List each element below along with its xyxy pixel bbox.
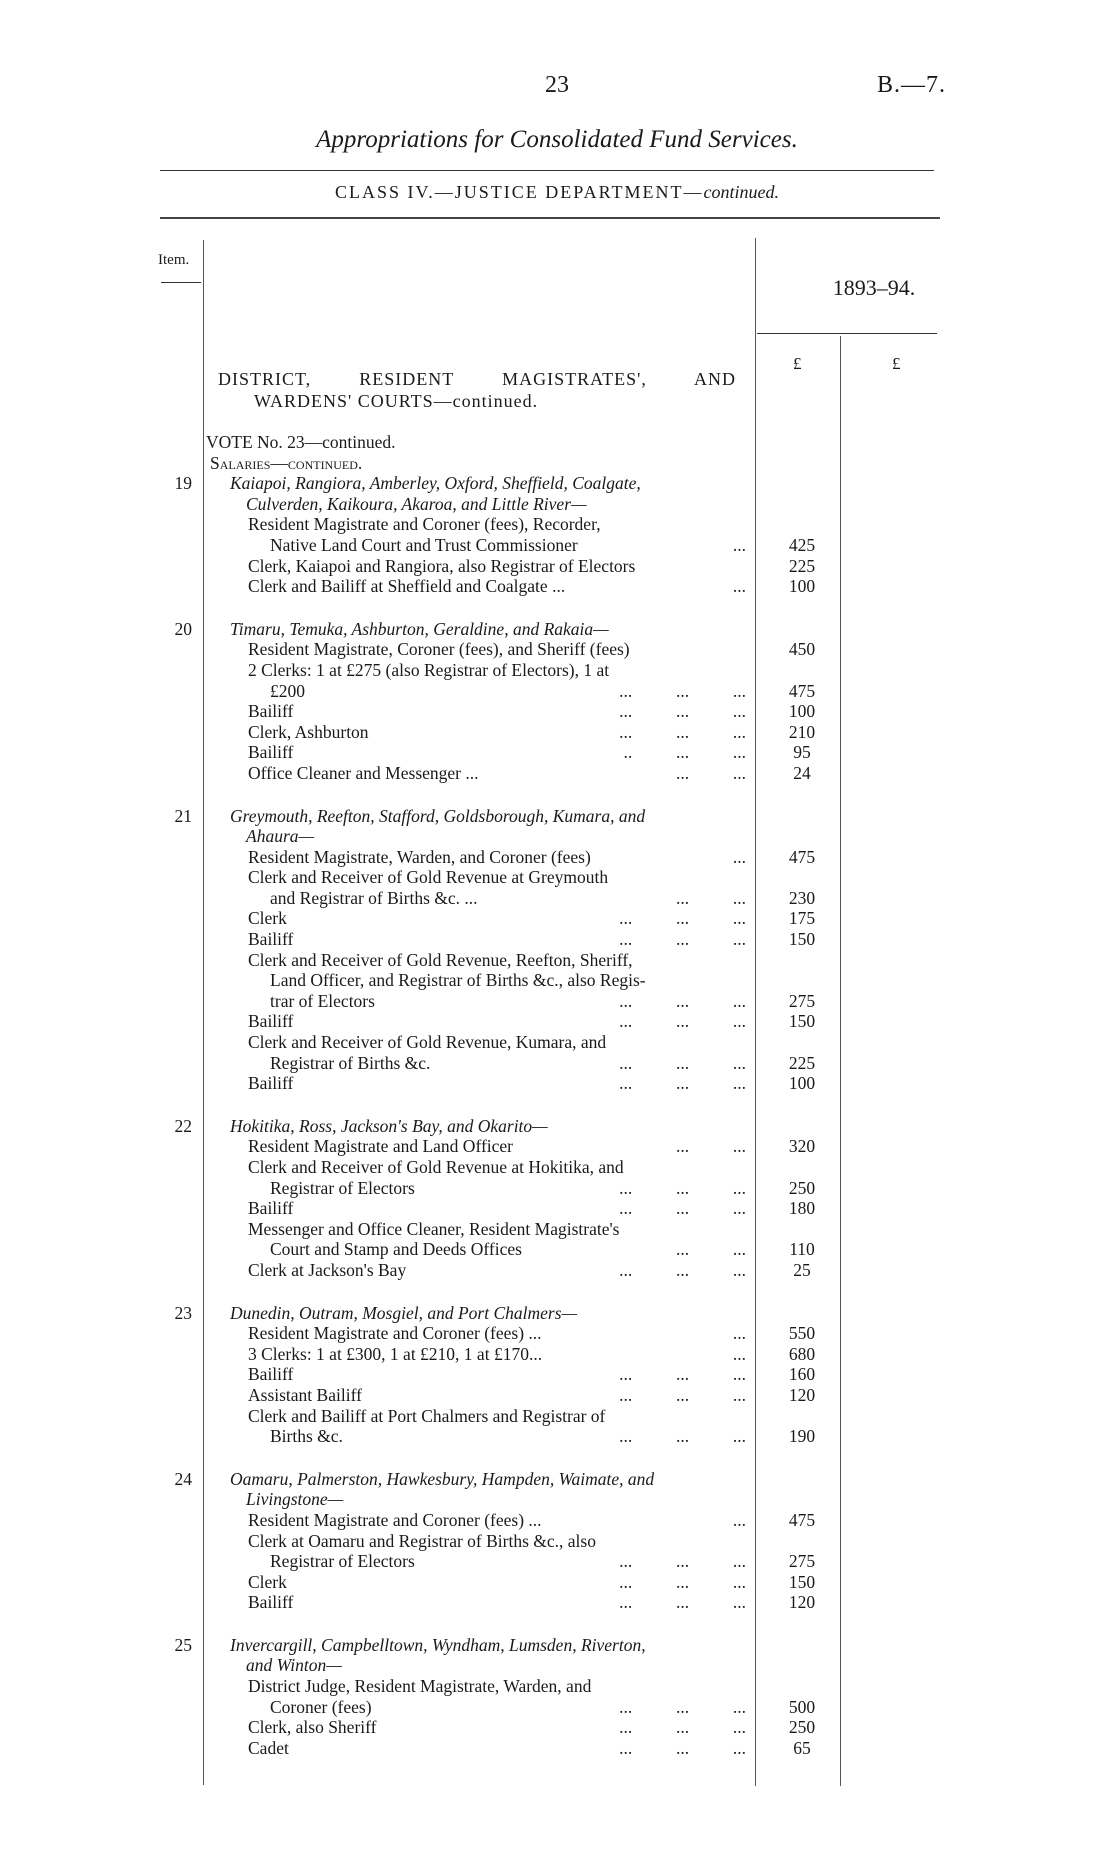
entry-text: Resident Magistrate and Coroner (fees), Recorder,: [248, 514, 601, 535]
entry-text: Resident Magistrate and Land Officer: [248, 1136, 514, 1157]
item-number: 22: [174, 1115, 192, 1136]
entry-amount: 150: [788, 1011, 816, 1032]
entry-text: Bailiff: [248, 1073, 294, 1094]
entry-text: Clerk at Oamaru and Registrar of Births &c., also: [248, 1530, 596, 1551]
item-spacer: [0, 1094, 1114, 1116]
entry-text: Court and Stamp and Deeds Offices: [270, 1239, 522, 1260]
item-place-line: Dunedin, Outram, Mosgiel, and Port Chalmers—: [230, 1302, 578, 1323]
entry-text: Bailiff: [248, 1198, 294, 1219]
class-title-suffix: continued.: [703, 182, 779, 202]
entry-line: [0, 1385, 1114, 1406]
entry-line: [0, 970, 1114, 991]
entry-text: Bailiff: [248, 742, 294, 763]
item-spacer: [0, 1613, 1114, 1635]
entry-amount: 100: [788, 701, 816, 722]
entry-line: [0, 1531, 1114, 1552]
entry-line: [0, 1551, 1114, 1572]
entry-text: Resident Magistrate, Coroner (fees), and Sheriff (fees): [248, 639, 630, 660]
entry-text: Messenger and Office Cleaner, Resident Magistrate's: [248, 1218, 620, 1239]
entry-text: Births &c.: [270, 1426, 343, 1447]
section-heading-line1: DISTRICT, RESIDENT MAGISTRATES', AND: [218, 369, 736, 389]
entry-text: Clerk, Ashburton: [248, 721, 369, 742]
entry-text: Clerk: [248, 1571, 287, 1592]
salaries-line: [0, 453, 1114, 474]
leader-dots: ... ... ...: [619, 1011, 746, 1032]
leader-dots: ... ... ...: [619, 1737, 746, 1758]
leader-dots: ... ... ...: [619, 1426, 746, 1447]
section-heading: [218, 368, 736, 412]
currency-column-1: £: [793, 354, 802, 373]
item-column-header: Item.: [158, 252, 190, 268]
entry-amount: 100: [788, 1073, 816, 1094]
entry-text: Registrar of Births &c.: [270, 1052, 431, 1073]
entry-line: [0, 1510, 1114, 1531]
entry-amount: 95: [793, 742, 811, 763]
leader-dots: ... ... ...: [619, 1571, 746, 1592]
leader-dots: ...: [732, 1323, 746, 1344]
leader-dots: ... ... ...: [619, 929, 746, 950]
entry-line: [0, 1406, 1114, 1427]
item-heading-line: [0, 1469, 1114, 1490]
entry-line: [0, 1260, 1114, 1281]
entry-line: [0, 576, 1114, 597]
leader-dots: ... ... ...: [619, 1364, 746, 1385]
document-reference: B.—7.: [876, 72, 946, 98]
item-place-line: and Winton—: [246, 1655, 342, 1676]
page-title: Appropriations for Consolidated Fund Services.: [316, 126, 798, 153]
entry-amount: 225: [788, 1052, 816, 1073]
entry-line: [0, 888, 1114, 909]
entry-line: [0, 847, 1114, 868]
entry-amount: 160: [788, 1364, 816, 1385]
leader-dots: ... ... ...: [619, 721, 746, 742]
entry-text: Clerk, Kaiapoi and Rangiora, also Registrar of Electors: [248, 555, 636, 576]
entry-text: Coroner (fees): [270, 1696, 372, 1717]
item-place-line: Oamaru, Palmerston, Hawkesbury, Hampden, Waimate, and: [230, 1468, 655, 1489]
entry-text: trar of Electors: [270, 990, 375, 1011]
leader-dots: ... ... ...: [619, 1592, 746, 1613]
item-number: 20: [174, 618, 192, 639]
leader-dots: ... ... ...: [619, 701, 746, 722]
leader-dots: ...: [732, 576, 746, 597]
entry-amount: 250: [788, 1177, 816, 1198]
item-heading-line: [0, 1116, 1114, 1137]
entry-text: Clerk and Bailiff at Port Chalmers and Registrar of: [248, 1405, 606, 1426]
class-title: [0, 182, 1114, 203]
entry-line: [0, 1032, 1114, 1053]
leader-dots: ... ... ...: [619, 1052, 746, 1073]
currency-column-2: £: [892, 354, 901, 373]
entry-amount: 550: [788, 1323, 816, 1344]
leader-dots: ... ...: [676, 762, 746, 783]
leader-dots: ... ...: [676, 887, 746, 908]
entry-line: [0, 556, 1114, 577]
entry-line: [0, 763, 1114, 784]
entry-line: [0, 660, 1114, 681]
leader-dots: ... ... ...: [619, 908, 746, 929]
entry-text: Cadet: [248, 1737, 289, 1758]
vote-label: VOTE No. 23—continued.: [206, 432, 396, 452]
entry-text: Clerk: [248, 908, 287, 929]
entry-text: Bailiff: [248, 929, 294, 950]
entry-text: Resident Magistrate and Coroner (fees) ...: [248, 1323, 542, 1344]
entry-text: Registrar of Electors: [270, 1551, 415, 1572]
entry-line: [0, 1738, 1114, 1759]
item-heading-line: [0, 473, 1114, 494]
entry-amount: 150: [788, 1571, 816, 1592]
item-number: 21: [174, 805, 192, 826]
entry-amount: 210: [788, 721, 816, 742]
entry-amount: 175: [788, 908, 816, 929]
page-number: 23: [545, 72, 569, 98]
item-heading-line: [0, 1303, 1114, 1324]
entry-line: [0, 1178, 1114, 1199]
leader-dots: ... ... ...: [619, 1717, 746, 1738]
entry-line: [0, 1053, 1114, 1074]
leader-dots: ... ... ...: [619, 1073, 746, 1094]
item-place-line: Culverden, Kaikoura, Akaroa, and Little River—: [246, 493, 587, 514]
section-heading-line2: WARDENS' COURTS—continued.: [254, 391, 539, 411]
entry-amount: 425: [788, 534, 816, 555]
entry-text: Land Officer, and Registrar of Births &c., also Regis-: [270, 970, 646, 991]
entry-line: [0, 1426, 1114, 1447]
item-spacer: [0, 597, 1114, 619]
leader-dots: ... ... ...: [619, 680, 746, 701]
entry-text: Clerk and Receiver of Gold Revenue at Greymouth: [248, 867, 609, 888]
entry-line: [0, 1676, 1114, 1697]
entry-line: [0, 1697, 1114, 1718]
entry-text: Bailiff: [248, 701, 294, 722]
leader-dots: ... ...: [676, 1239, 746, 1260]
entry-text: Clerk and Receiver of Gold Revenue, Reefton, Sheriff,: [248, 949, 633, 970]
item-spacer: [0, 784, 1114, 806]
item-heading-line: [0, 1635, 1114, 1656]
entry-amount: 100: [788, 576, 816, 597]
entry-text: District Judge, Resident Magistrate, Warden, and: [248, 1676, 592, 1697]
entry-amount: 680: [788, 1343, 816, 1364]
entry-line: [0, 1572, 1114, 1593]
entry-text: Clerk at Jackson's Bay: [248, 1259, 407, 1280]
entry-amount: 450: [788, 639, 816, 660]
entry-text: £200: [270, 680, 305, 701]
entry-amount: 65: [793, 1737, 811, 1758]
item-place-line: Greymouth, Reefton, Stafford, Goldsborough, Kumara, and: [230, 805, 646, 826]
entry-amount: 250: [788, 1717, 816, 1738]
entry-text: and Registrar of Births &c. ...: [270, 887, 478, 908]
entry-amount: 120: [788, 1384, 816, 1405]
item-heading-line: [0, 1489, 1114, 1510]
item-place-line: Timaru, Temuka, Ashburton, Geraldine, and Rakaia—: [230, 618, 609, 639]
entry-line: [0, 908, 1114, 929]
leader-dots: ...: [732, 1509, 746, 1530]
entry-line: [0, 514, 1114, 535]
entry-line: [0, 1717, 1114, 1738]
class-rule: [160, 217, 940, 219]
entry-text: Bailiff: [248, 1592, 294, 1613]
entry-line: [0, 1219, 1114, 1240]
item-heading-line: [0, 494, 1114, 515]
salaries-label: Salaries—continued.: [210, 452, 363, 473]
entry-line: [0, 950, 1114, 971]
item-place-line: Livingstone—: [246, 1489, 344, 1510]
entry-line: [0, 1239, 1114, 1260]
leader-dots: ...: [732, 1343, 746, 1364]
entry-amount: 150: [788, 929, 816, 950]
entry-amount: 25: [793, 1259, 811, 1280]
entry-line: [0, 681, 1114, 702]
entry-line: [0, 1011, 1114, 1032]
entry-amount: 230: [788, 887, 816, 908]
leader-dots: ...: [732, 534, 746, 555]
entry-amount: 180: [788, 1198, 816, 1219]
entry-text: Bailiff: [248, 1364, 294, 1385]
leader-dots: ... ...: [676, 1136, 746, 1157]
entry-line: [0, 1198, 1114, 1219]
leader-dots: .. ... ...: [623, 742, 746, 763]
entry-line: [0, 639, 1114, 660]
item-place-line: Ahaura—: [246, 826, 315, 847]
entry-text: Resident Magistrate, Warden, and Coroner (fees): [248, 846, 591, 867]
entry-text: 2 Clerks: 1 at £275 (also Registrar of Electors), 1 at: [248, 659, 610, 680]
vote-line: [0, 432, 1114, 453]
entry-amount: 475: [788, 846, 816, 867]
entry-text: Office Cleaner and Messenger ...: [248, 762, 479, 783]
item-header-rule: [161, 282, 201, 283]
title-rule: [160, 170, 934, 171]
entry-text: Bailiff: [248, 1011, 294, 1032]
entry-amount: 24: [793, 762, 811, 783]
entry-line: [0, 1073, 1114, 1094]
leader-dots: ... ... ...: [619, 1259, 746, 1280]
year-header: 1893–94.: [832, 275, 916, 300]
entry-text: Registrar of Electors: [270, 1177, 415, 1198]
entry-text: Clerk and Receiver of Gold Revenue, Kumara, and: [248, 1032, 607, 1053]
entry-line: [0, 1157, 1114, 1178]
leader-dots: ... ... ...: [619, 1551, 746, 1572]
item-heading-line: [0, 1655, 1114, 1676]
entry-text: Clerk, also Sheriff: [248, 1717, 377, 1738]
entry-amount: 320: [788, 1136, 816, 1157]
item-heading-line: [0, 826, 1114, 847]
entry-line: [0, 929, 1114, 950]
item-spacer: [0, 1281, 1114, 1303]
appropriations-table: [0, 432, 1114, 1758]
entry-line: [0, 1592, 1114, 1613]
entry-amount: 475: [788, 680, 816, 701]
item-number: 24: [174, 1468, 192, 1489]
entry-amount: 275: [788, 1551, 816, 1572]
entry-line: [0, 1364, 1114, 1385]
leader-dots: ... ... ...: [619, 990, 746, 1011]
entry-line: [0, 701, 1114, 722]
entry-text: Clerk and Bailiff at Sheffield and Coalgate ...: [248, 576, 566, 597]
leader-dots: ... ... ...: [619, 1384, 746, 1405]
entry-line: [0, 722, 1114, 743]
entry-line: [0, 1136, 1114, 1157]
item-number: 25: [174, 1634, 192, 1655]
item-place-line: Kaiapoi, Rangiora, Amberley, Oxford, Sheffield, Coalgate,: [230, 473, 641, 494]
entry-line: [0, 1344, 1114, 1365]
leader-dots: ... ... ...: [619, 1177, 746, 1198]
item-heading-line: [0, 806, 1114, 827]
entry-line: [0, 742, 1114, 763]
item-spacer: [0, 1447, 1114, 1469]
year-rule: [757, 333, 937, 334]
entry-text: Native Land Court and Trust Commissioner: [270, 534, 578, 555]
leader-dots: ...: [732, 846, 746, 867]
entry-text: Clerk and Receiver of Gold Revenue at Hokitika, and: [248, 1157, 624, 1177]
entry-amount: 275: [788, 990, 816, 1011]
entry-amount: 110: [789, 1239, 815, 1260]
item-place-line: Invercargill, Campbelltown, Wyndham, Lumsden, Riverton,: [230, 1634, 646, 1655]
entry-line: [0, 867, 1114, 888]
class-title-text: CLASS IV.—JUSTICE DEPARTMENT—: [335, 182, 704, 202]
item-place-line: Hokitika, Ross, Jackson's Bay, and Okarito—: [230, 1115, 548, 1136]
item-heading-line: [0, 619, 1114, 640]
entry-line: [0, 991, 1114, 1012]
entry-line: [0, 535, 1114, 556]
entry-text: Resident Magistrate and Coroner (fees) ...: [248, 1509, 542, 1530]
leader-dots: ... ... ...: [619, 1696, 746, 1717]
item-number: 19: [174, 473, 192, 494]
entry-amount: 500: [788, 1696, 816, 1717]
entry-amount: 120: [788, 1592, 816, 1613]
entry-amount: 475: [788, 1509, 816, 1530]
leader-dots: ... ... ...: [619, 1198, 746, 1219]
entry-amount: 225: [788, 555, 816, 576]
entry-text: Assistant Bailiff: [248, 1384, 362, 1405]
item-number: 23: [174, 1302, 192, 1323]
entry-amount: 190: [788, 1426, 816, 1447]
entry-text: 3 Clerks: 1 at £300, 1 at £210, 1 at £170...: [248, 1343, 543, 1364]
entry-line: [0, 1323, 1114, 1344]
